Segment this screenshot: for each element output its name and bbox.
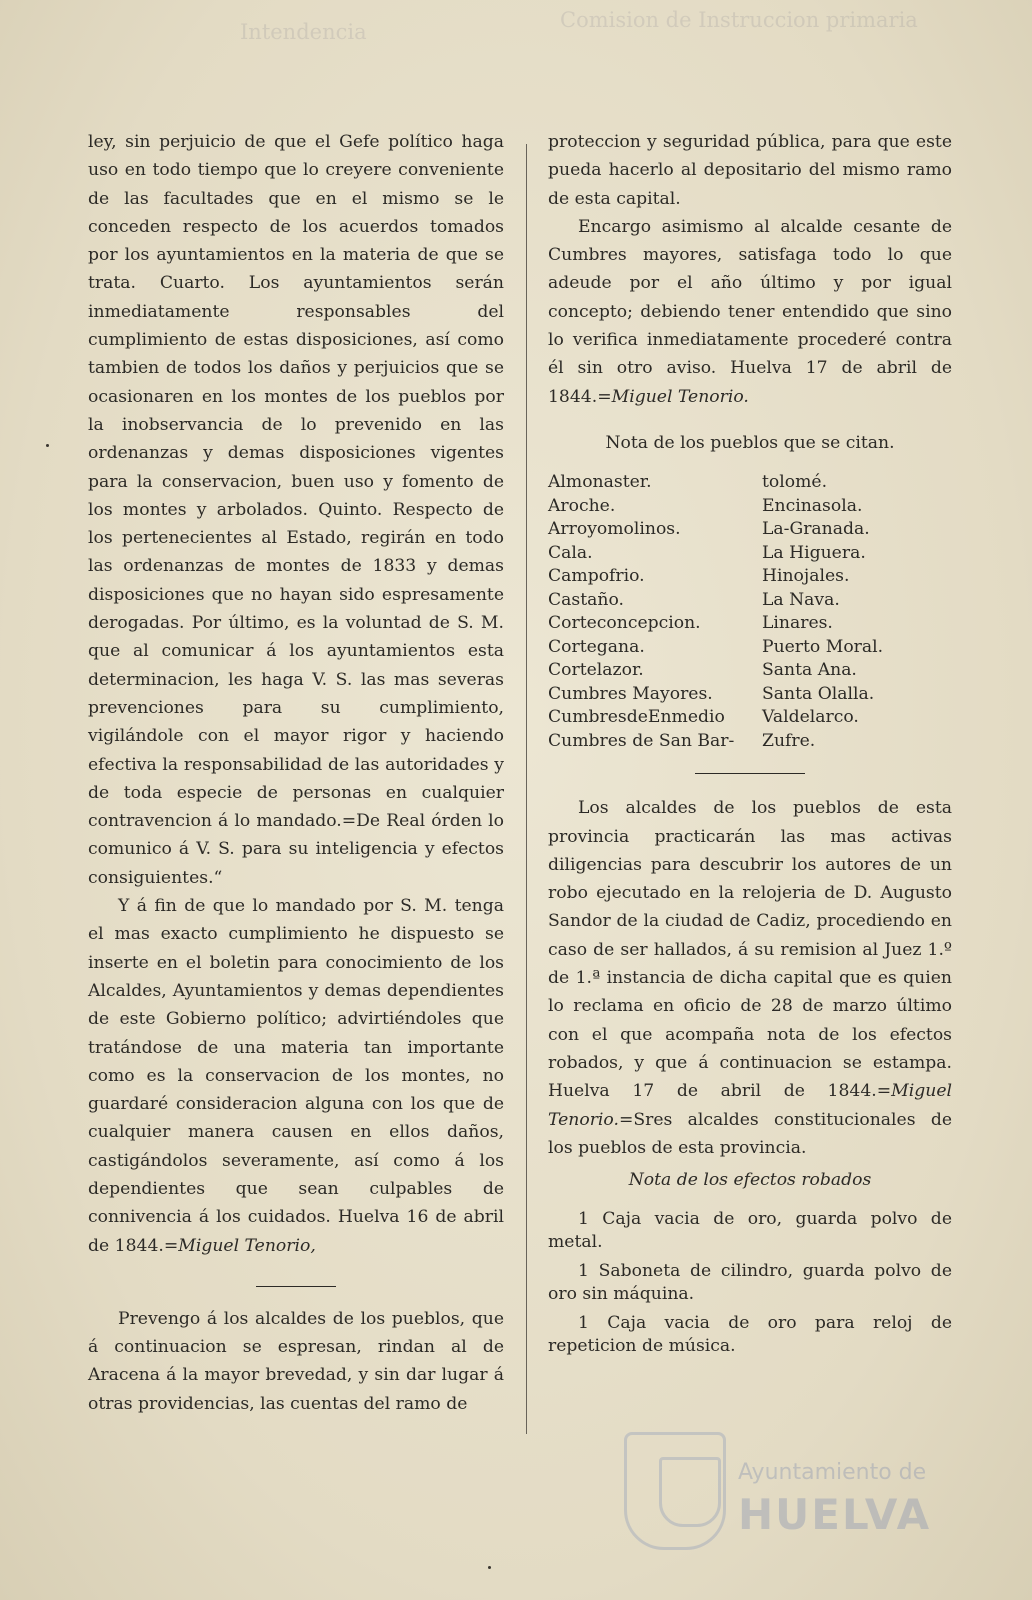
paragraph: Y á fin de que lo mandado por S. M. tenga el mas exacto cumplimiento he dispuesto se inserte en el boletin para conocimiento de los Alcaldes, Ayuntamientos y demas dependientes de este Gobierno político; advirtiéndoles que tratándose de una materia tan importante como es la conservacion de los montes, no guardaré consideracion alguna con los que de cualquier manera causen en ellos daños, castigándolos severamente, así como á los dependientes que sean culpables de connivencia á los cuidados. Huelva 16 de abril de 1844.=Miguel Tenorio, (88, 896, 504, 1256)
town-name: Castaño. (548, 589, 624, 610)
town-name: Valdelarco. (762, 707, 859, 728)
signature: Miguel Tenorio. (611, 386, 749, 407)
town-name: La-Granada. (762, 519, 870, 540)
watermark-line2: HUELVA (738, 1490, 932, 1539)
list-item: 1 Caja vacia de oro, guarda polvo de metal. (548, 1209, 952, 1253)
town-name: Hinojales. (762, 566, 850, 587)
town-name: Cortegana. (548, 636, 645, 657)
items-list (548, 1208, 952, 1358)
watermark-line1: Ayuntamiento de (738, 1460, 927, 1485)
town-name: CumbresdeEnmedio (548, 707, 725, 728)
archive-watermark (612, 1432, 942, 1552)
section-divider (256, 1286, 336, 1287)
paragraph: Prevengo á los alcaldes de los pueblos, que á continuacion se espresan, rindan al de Aracena á la mayor brevedad, y sin dar lugar á otras providencias, las cuentas del ramo de (88, 1308, 504, 1414)
town-name: La Nava. (762, 589, 840, 610)
town-name: Almonaster. (548, 472, 652, 493)
bleed-through-text: Intendencia (240, 20, 367, 44)
list-item: 1 Caja vacia de oro para reloj de repeticion de música. (548, 1313, 952, 1357)
town-name: Corteconcepcion. (548, 613, 701, 634)
speck (488, 1566, 491, 1569)
bleed-through-text: Comision de Instruccion primaria (560, 8, 918, 32)
town-name: Arroyomolinos. (548, 519, 681, 540)
shield-icon (624, 1432, 726, 1550)
paragraph: Los alcaldes de los pueblos de esta provincia practicarán las mas activas diligencias para descubrir los autores de un robo ejecutado en la relojeria de D. Augusto Sandor de la ciudad de Cadiz, procediendo en caso de ser hallados, á su remision al Juez 1.º de 1.ª instancia de dicha capital que es quien lo reclama en oficio de 28 de marzo último con el que acompaña nota de los efectos robados, y que á continuacion se estampa. Huelva 17 de abril de 1844.=Miguel Tenorio.=Sres alcaldes constitucionales de los pueblos de esta provincia. (548, 798, 952, 1158)
section-divider (695, 773, 805, 774)
list-item: 1 Saboneta de cilindro, guarda polvo de oro sin máquina. (548, 1261, 952, 1305)
town-name: Encinasola. (762, 495, 863, 516)
town-name: Santa Ana. (762, 660, 857, 681)
column-divider (526, 144, 527, 1434)
town-name: Zufre. (762, 730, 816, 751)
signature: Miguel Tenorio. (548, 1081, 952, 1130)
signature: Miguel Tenorio, (178, 1235, 316, 1256)
town-name: Aroche. (548, 495, 616, 516)
paragraph: ley, sin perjuicio de que el Gefe político haga uso en todo tiempo que lo creyere conveniente de las facultades que en el mismo se le conceden respecto de los acuerdos tomados por los ayuntamientos en la materia de que se trata. Cuarto. Los ayuntamientos serán inmediatamente responsables del cumplimiento de estas disposiciones, así como tambien de todos los daños y perjuicios que se ocasionaren en los montes de los pueblos por la inobservancia de lo prevenido en las ordenanzas y demas disposiciones vigentes para la conservacion, buen uso y fomento de los montes y arbolados. Quinto. Respecto de los pertenecientes al Estado, regirán en todo las ordenanzas de montes de 1833 y demas disposiciones que no hayan sido espresamente derogadas. Por último, es la voluntad de S. M. que al comunicar á los ayuntamientos esta determinacion, les haga V. S. las mas severas prevenciones para su cumplimiento, vigilándole con el mayor rigor y haciendo efectiva la responsabilidad de las autoridades y de toda especie de personas en cualquier contravencion á lo mandado.=De Real órden lo comunico á V. S. para su inteligencia y efectos consiguientes.“ (88, 132, 504, 888)
town-name: Cortelazor. (548, 660, 644, 681)
town-name: Linares. (762, 613, 833, 634)
town-name: tolomé. (762, 472, 828, 493)
town-name: Santa Olalla. (762, 683, 875, 704)
paragraph: Encargo asimismo al alcalde cesante de Cumbres mayores, satisfaga todo lo que adeude por el año último y por igual concepto; debiendo tener entendido que sino lo verifica inmediatamente procederé contra él sin otro aviso. Huelva 17 de abril de 1844.=Miguel Tenorio. (548, 216, 952, 407)
town-name: Cumbres Mayores. (548, 683, 713, 704)
speck (46, 444, 49, 447)
items-title: Nota de los efectos robados (628, 1170, 872, 1191)
town-name: Cumbres de San Bar- (548, 730, 735, 751)
paragraph: proteccion y seguridad pública, para que este pueda hacerlo al depositario del mismo ramo de esta capital. (548, 132, 952, 209)
towns-title: Nota de los pueblos que se citan. (605, 432, 895, 453)
towns-list (548, 471, 952, 753)
town-name: Campofrio. (548, 566, 645, 587)
town-name: La Higuera. (762, 542, 866, 563)
right-column (548, 128, 952, 1358)
town-name: Puerto Moral. (762, 636, 884, 657)
town-name: Cala. (548, 542, 593, 563)
left-column (88, 128, 504, 1418)
